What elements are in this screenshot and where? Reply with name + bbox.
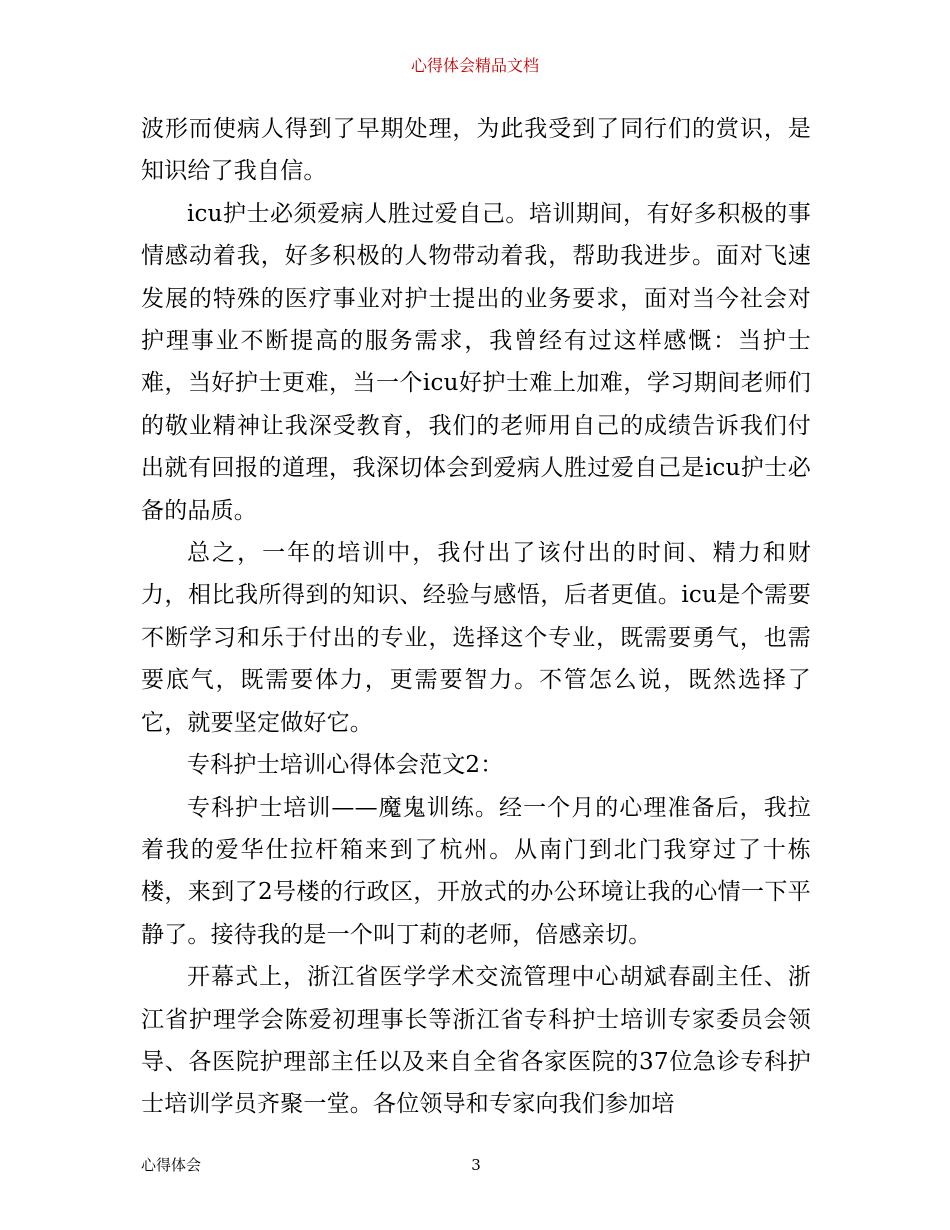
section-heading: 专科护士培训心得体会范文2： (187, 752, 504, 779)
footer-label: 心得体会 (141, 1156, 202, 1174)
document-body (141, 108, 811, 1126)
paragraph-5: 开幕式上，浙江省医学学术交流管理中心胡斌春副主任、浙江省护理学会陈爱初理事长等浙江省专科护士培训专家委员会领导、各医院护理部主任以及来自全省各家医院的37位急诊专科护士培训学员齐聚一堂。各位领导和专家向我们参加培 (141, 964, 811, 1118)
paragraph-3: 总之，一年的培训中，我付出了该付出的时间、精力和财力，相比我所得到的知识、经验与感悟，后者更值。icu是个需要不断学习和乐于付出的专业，选择这个专业，既需要勇气，也需要底气，既需要体力，更需要智力。不管怎么说，既然选择了它，就要坚定做好它。 (141, 540, 811, 736)
paragraph-4: 专科护士培训——魔鬼训练。经一个月的心理准备后，我拉着我的爱华仕拉杆箱来到了杭州。从南门到北门我穿过了十栋楼，来到了2号楼的行政区，开放式的办公环境让我的心情一下平静了。接待我的是一个叫丁莉的老师，倍感亲切。 (141, 794, 811, 948)
page-header-title: 心得体会精品文档 (410, 56, 539, 75)
paragraph-1: 波形而使病人得到了早期处理，为此我受到了同行们的赏识，是知识给了我自信。 (141, 116, 811, 185)
paragraph-2: icu护士必须爱病人胜过爱自己。培训期间，有好多积极的事情感动着我，好多积极的人物带动着我，帮助我进步。面对飞速发展的特殊的医疗事业对护士提出的业务要求，面对当今社会对护理事业不断提高的服务需求，我曾经有过这样感慨：当护士难，当好护士更难，当一个icu好护士难上加难，学习期间老师们的敬业精神让我深受教育，我们的老师用自己的成绩告诉我们付出就有回报的道理，我深切体会到爱病人胜过爱自己是icu护士必备的品质。 (141, 200, 811, 524)
page-number: 3 (471, 1156, 481, 1174)
